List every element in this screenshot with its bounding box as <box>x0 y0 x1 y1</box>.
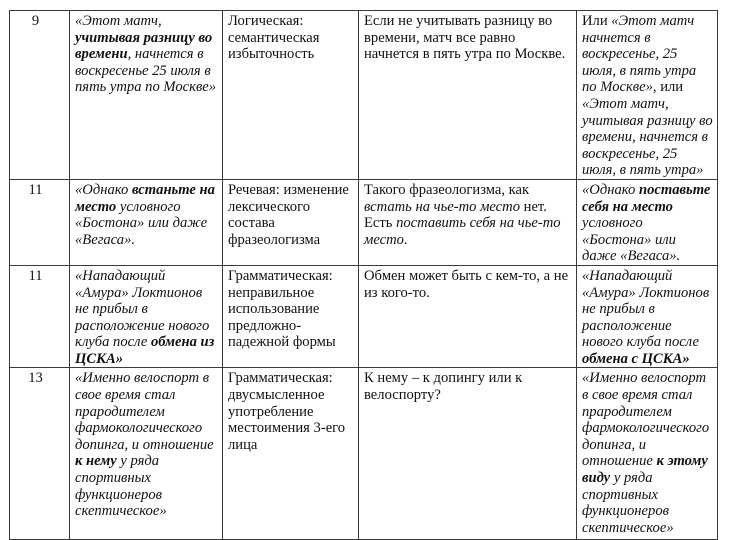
explanation-text: Обмен может быть с кем-то, а не из кого-то. <box>364 267 569 301</box>
row-number: 9 <box>10 11 70 180</box>
example-highlight: к нему <box>75 453 117 470</box>
explanation-text: Такого фразеологизма, как <box>364 181 530 198</box>
correction-text: «Нападающий «Амура» Локтионов не прибыл в расположение нового клуба после <box>582 267 710 351</box>
explanation-phrase-2: поставить себя на чье-то место <box>364 215 561 248</box>
explanation-phrase-1: встать на чье-то место <box>364 198 520 215</box>
table-row <box>10 179 718 265</box>
explanation-text-3: . <box>403 231 408 248</box>
example-cell <box>70 368 223 540</box>
example-text-rest: условного «Бостона» или даже «Вегаса». <box>75 198 208 248</box>
example-cell <box>70 11 223 180</box>
correction-text: Или <box>582 13 612 29</box>
table-row <box>10 11 718 180</box>
correction-text-rest: условного «Бостона» или даже «Вегаса». <box>582 215 681 265</box>
explanation-text: Если не учитывать разницу во времени, матч все равно начнется в пять утра по Москве. <box>364 13 566 63</box>
correction-cell <box>577 265 718 368</box>
row-number: 11 <box>10 265 70 368</box>
correction-text-rest: у ряда спортивных функционеров скептическое» <box>582 470 674 536</box>
correction-text: «Именно велоспорт в свое время стал прародителем фармокологического допинга, и отношение <box>582 370 710 470</box>
correction-highlight: поставьте себя на место <box>582 181 711 215</box>
error-type-cell: Речевая: изменение лексического состава фразеологизма <box>223 179 359 265</box>
explanation-cell <box>359 11 577 180</box>
correction-cell <box>577 368 718 540</box>
correction-text-2: , или <box>652 79 684 96</box>
table-row <box>10 368 718 540</box>
table-row <box>10 265 718 368</box>
correction-cell <box>577 179 718 265</box>
explanation-text-2: нет. Есть <box>364 198 547 232</box>
example-cell <box>70 265 223 368</box>
correction-highlight: обмена с ЦСКА» <box>582 350 690 367</box>
example-text: «Нападающий «Амура» Локтионов не прибыл в расположение нового клуба после <box>75 267 210 351</box>
explanation-cell <box>359 265 577 368</box>
example-text: «Однако <box>75 181 132 198</box>
correction-variant-2: «Этот матч, учитывая разницу во времени, начнется в воскресенье, 25 июля, в пять утра» <box>582 95 713 179</box>
correction-cell <box>577 11 718 180</box>
example-text-rest: , начнется в воскресенье 25 июля в пять утра по Москве» <box>75 46 217 96</box>
errors-table <box>9 10 718 540</box>
explanation-cell <box>359 179 577 265</box>
example-highlight: встаньте на место <box>75 181 215 215</box>
explanation-cell <box>359 368 577 540</box>
correction-variant-1: «Этот матч начнется в воскресенье, 25 июля, в пять утра по Москве» <box>582 13 697 96</box>
example-cell <box>70 179 223 265</box>
example-text-rest: у ряда спортивных функционеров скептическое» <box>75 453 167 520</box>
example-highlight: учитывая разницу во времени <box>75 29 213 63</box>
error-type-cell: Грамматическая: двусмысленное употребление местоимения 3-его лица <box>223 368 359 540</box>
error-type-cell: Логическая: семантическая избыточность <box>223 11 359 180</box>
correction-highlight: к этому виду <box>582 453 708 487</box>
row-number: 13 <box>10 368 70 540</box>
example-text: «Этот матч, <box>75 13 162 29</box>
explanation-text: К нему – к допингу или к велоспорту? <box>364 370 523 404</box>
correction-text: «Однако <box>582 181 639 198</box>
row-number: 11 <box>10 179 70 265</box>
error-type-cell: Грамматическая: неправильное использование предложно-падежной формы <box>223 265 359 368</box>
example-text: «Именно велоспорт в свое время стал прародителем фармокологического допинга, и отношение <box>75 370 214 453</box>
example-highlight: обмена из ЦСКА» <box>75 334 215 367</box>
